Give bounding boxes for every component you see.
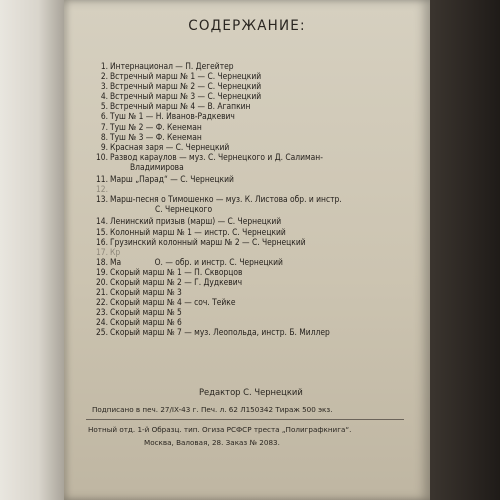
toc-entry [90, 216, 426, 226]
toc-entry-title: Марш „Парад“ — С. Чернецкий [110, 174, 234, 185]
toc-entry [90, 287, 426, 297]
toc-entry-number: 1. [100, 61, 108, 71]
toc-entry-number: 13. [96, 194, 108, 205]
toc-entry-title: Туш № 2 — Ф. Кенеман [110, 121, 202, 132]
toc-entry-number: 21. [96, 287, 108, 298]
toc-entry [90, 101, 426, 111]
toc-entry [90, 174, 426, 184]
toc-entry [90, 227, 426, 237]
toc-entry [90, 61, 426, 71]
toc-entry-title: Грузинский колонный марш № 2 — С. Чернецкий [110, 236, 306, 247]
toc-entry-number: 3. [100, 81, 108, 92]
toc-entry-title: Кр [110, 246, 121, 257]
printer-address-line: Москва, Валовая, 28. Заказ № 2083. [144, 438, 280, 447]
toc-entry-title: Встречный марш № 1 — С. Чернецкий [110, 71, 262, 82]
editor-line: Редактор С. Чернецкий [199, 387, 303, 397]
toc-entry-number: 11. [96, 174, 108, 185]
toc-entry-number: 16. [96, 236, 108, 247]
toc-entry [90, 194, 426, 214]
toc-entry-title: Марш-песня о Тимошенко — муз. К. Листова обр. и инстр. [110, 194, 342, 205]
toc-entry-number: 7. [100, 121, 108, 132]
imprint-divider [86, 419, 404, 420]
toc-entry [90, 142, 426, 152]
toc-entry-number: 15. [96, 226, 108, 237]
toc-entry [90, 111, 426, 121]
print-details-line: Подписано в печ. 27/IX-43 г. Печ. л. 62 Л150342 Тираж 500 экз. [92, 405, 333, 414]
toc-entry-number: 25. [96, 327, 108, 338]
toc-entry-number: 20. [96, 276, 108, 287]
toc-entry-title: Туш № 1 — Н. Иванов-Радкевич [110, 111, 235, 122]
toc-entry [90, 297, 426, 307]
contents-page [64, 0, 430, 500]
toc-entry-number: 22. [96, 297, 108, 308]
toc-entry-title: Ленинский призыв (марш) — С. Чернецкий [110, 216, 282, 227]
toc-entry [90, 71, 426, 81]
toc-entry-faded [90, 247, 426, 257]
toc-entry [90, 307, 426, 317]
toc-entry [90, 277, 426, 287]
toc-entry-number: 9. [100, 141, 108, 152]
toc-entry-title: Встречный марш № 4 — В. Агапкин [110, 101, 251, 112]
toc-entry [90, 132, 426, 142]
toc-entry-title-continuation: С. Чернецкого [155, 204, 213, 215]
toc-entry-title-continuation: Владимирова [130, 161, 184, 172]
toc-entry-number: 18. [96, 256, 108, 267]
toc-entry-title: Встречный марш № 3 — С. Чернецкий [110, 91, 262, 102]
toc-entry-number: 17. [96, 246, 108, 257]
toc-entry-number: 10. [96, 151, 108, 162]
left-page-edge [0, 0, 64, 500]
toc-entry-number: 23. [96, 307, 108, 318]
toc-entry-title: Ма О. — обр. и инстр. С. Чернецкий [110, 256, 283, 267]
toc-entry-number: 12. [96, 184, 108, 195]
toc-entry [90, 152, 426, 172]
toc-entry-title: Туш № 3 — Ф. Кенеман [110, 131, 202, 142]
toc-entry-number: 24. [96, 317, 108, 328]
toc-entry-title: Скорый марш № 1 — П. Скворцов [110, 266, 243, 277]
toc-entry-title: Развод караулов — муз. С. Чернецкого и Д. Салиман- [110, 151, 323, 162]
book-cover-edge [430, 0, 500, 500]
toc-entry [90, 327, 426, 337]
toc-entry-title: Скорый марш № 6 [110, 317, 182, 328]
toc-entry-title: Скорый марш № 4 — соч. Тейке [110, 297, 236, 308]
toc-entry [90, 267, 426, 277]
toc-entry [90, 91, 426, 101]
toc-entry-title: Красная заря — С. Чернецкий [110, 141, 230, 152]
toc-entry-number: 14. [96, 216, 108, 227]
toc-entry-number: 19. [96, 266, 108, 277]
toc-entry [90, 237, 426, 247]
toc-entry-faded [90, 184, 426, 194]
toc-entry-number: 2. [100, 71, 108, 82]
toc-entry-title: Скорый марш № 3 [110, 287, 182, 298]
toc-entry-number: 8. [100, 131, 108, 142]
page-title: СОДЕРЖАНИЕ: [188, 17, 306, 35]
toc-entry [90, 81, 426, 91]
toc-entry-number: 5. [100, 101, 108, 112]
toc-entry-title: Колонный марш № 1 — инстр. С. Чернецкий [110, 226, 286, 237]
toc-entry-title: Скорый марш № 5 [110, 307, 182, 318]
printer-line: Нотный отд. 1-й Образц. тип. Огиза РСФСР треста „Полиграфкнига“. [88, 425, 352, 434]
toc-entry-title: Скорый марш № 7 — муз. Леопольда, инстр. Б. Миллер [110, 327, 330, 338]
toc-entry-title: Скорый марш № 2 — Г. Дудкевич [110, 276, 243, 287]
toc-entry [90, 257, 426, 267]
toc-entry [90, 122, 426, 132]
toc-entry-number: 4. [100, 91, 108, 102]
toc-entry-title: Интернационал — П. Дегейтер [110, 61, 234, 71]
toc-entry [90, 317, 426, 327]
toc-entry-number: 6. [100, 111, 108, 122]
toc-entry-title: Встречный марш № 2 — С. Чернецкий [110, 81, 262, 92]
table-of-contents [90, 61, 426, 338]
